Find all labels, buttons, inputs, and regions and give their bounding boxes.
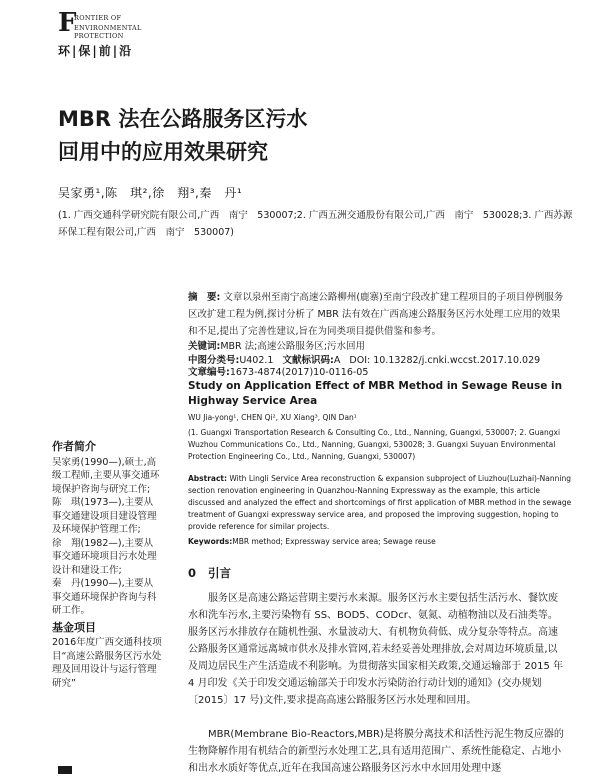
- author-bio: 秦 丹(1990—),主要从事交通环境保护咨询与科研工作。: [52, 578, 157, 616]
- author-bio: 陈 琪(1973—),主要从事交通建设项目建设管理及环境保护管理工作;: [52, 497, 157, 535]
- keywords-text: MBR 法;高速公路服务区;污水回用: [220, 341, 366, 352]
- journal-logo: [58, 10, 178, 40]
- author-bio: 徐 翔(1982—),主要从事交通环境项目污水处理设计和建设工作;: [52, 537, 157, 576]
- doc-label: 文献标识码:: [282, 355, 334, 366]
- logo-line-2: ENVIRONMENTAL PROTECTION: [74, 24, 142, 40]
- doc-code: A: [333, 355, 341, 366]
- section-banner: 环|保|前|沿: [58, 44, 134, 58]
- affiliation: (1. 广西交通科学研究院有限公司,广西 南宁 530007;2. 广西五洲交通股份有限公司,广西 南宁 530028;3. 广西苏源环保工程有限公司,广西 南宁 530007): [58, 210, 573, 238]
- english-affiliation: (1. Guangxi Transportation Research & Consulting Co., Ltd., Nanning, Guangxi, 530007; 2. Guangxi Wuzhou Communications Co., Ltd., Nanning, Guangxi, 530028; 3. Guangxi Suyuan Environmental Protection Engineering Co., Ltd., Nanning, Guangxi, 530007): [188, 428, 561, 461]
- title-line-1: MBR 法在公路服务区污水: [58, 107, 308, 131]
- logo-line-1: RONTIER OF: [74, 14, 122, 22]
- article-label: 文章编号:: [188, 367, 230, 378]
- intro-paragraph-2: MBR(Membrane Bio-Reactors,MBR)是将膜分离技术和活性污泥生物反应器的生物降解作用有机结合的新型污水处理工艺,具有适用范围广、系统性能稳定、占地小和出水水质好等优点,近年在我国高速公路服务区污水中水回用处理中逐: [188, 729, 564, 774]
- fund-text: 2016年度广西交通科技项目“高速公路服务区污水处理及回用设计与运行管理研究”: [52, 637, 162, 689]
- english-title: Study on Application Effect of MBR Method in Sewage Reuse in Highway Service Area: [188, 380, 563, 407]
- english-keywords-text: MBR method; Expressway service area; Sewage reuse: [232, 537, 436, 546]
- abstract-cn: [188, 289, 566, 340]
- intro-heading-number: 0: [188, 566, 197, 580]
- english-keywords: [188, 537, 578, 546]
- author-bio: 吴家勇(1990—),硕士,高级工程师,主要从事交通环境保护咨询与研究工作;: [52, 456, 160, 495]
- class-code: U402.1: [239, 355, 274, 366]
- abstract-label: 摘 要:: [188, 292, 221, 303]
- logo-letter: F: [58, 8, 77, 38]
- author-bio-sidebar: [52, 440, 162, 690]
- intro-heading: [188, 565, 231, 581]
- page-number-mark: [58, 766, 72, 774]
- english-keywords-label: Keywords:: [188, 537, 233, 546]
- intro-heading-text: 引言: [208, 566, 232, 580]
- sidebar-heading: 作者简介: [52, 440, 96, 453]
- paper-title: [58, 103, 558, 169]
- title-line-2: 回用中的应用效果研究: [58, 140, 268, 164]
- doi: DOI: 10.13282/j.cnki.wccst.2017.10.029: [349, 355, 541, 366]
- intro-paragraph-1: 服务区是高速公路运营期主要污水来源。服务区污水主要包括生活污水、餐饮废水和洗车污水,主要污染物有 SS、BOD5、CODcr、氨氮、动植物油以及石油类等。服务区污水排放存在随机性强、水量波动大、有机物负荷低、成分复杂等特点。高速公路服务区通常远离城市供水及排水管网,若未经妥善处理排放,会对周边环境质量,以及周边居民生产生活造成不利影响。为贯彻落实国家相关政策,交通运输部于 2015 年 4 月印发《关于印发交通运输部关于印发水污染防治行动计划的通知》(交办规划〔2015〕17 号)文件,要求提高高速公路服务区污水处理和回用。: [188, 593, 563, 706]
- fund-heading: 基金项目: [52, 620, 96, 634]
- english-abstract-label: Abstract:: [188, 474, 228, 483]
- article-number-line: [188, 366, 578, 380]
- abstract-text: 文章以泉州至南宁高速公路柳州(鹿寨)至南宁段改扩建工程项目的子项目停例服务区改扩建工程为例,探讨分析了 MBR 法有效在广西高速公路服务区污水处理工应用的效果和不足,提出了完善性建议,旨在为同类项目提供借鉴和参考。: [188, 292, 564, 337]
- english-authors: WU Jia-yong¹, CHEN Qi², XU Xiang³, QIN Dan¹: [188, 413, 357, 422]
- english-abstract: [188, 473, 578, 533]
- class-label: 中图分类号:: [188, 355, 240, 366]
- english-abstract-text: With Lingli Service Area reconstruction & expansion subproject of Liuzhou(Luzhai)-Nanning section renovation engineering in Quanzhou-Nanning Expressway as the example, this article discussed and analyzed the effect and shortcomings of first application of MBR method in the sewage treatment of Guangxi expressway service area, and proposed the improving suggestion, hoping to provide reference for similar projects.: [188, 474, 572, 531]
- article-number: 1673-4874(2017)10-0116-05: [229, 367, 369, 378]
- keywords-label: 关键词:: [188, 341, 221, 352]
- keywords-cn: [188, 340, 578, 354]
- author-list: 吴家勇¹,陈 琪²,徐 翔³,秦 丹¹: [58, 186, 243, 200]
